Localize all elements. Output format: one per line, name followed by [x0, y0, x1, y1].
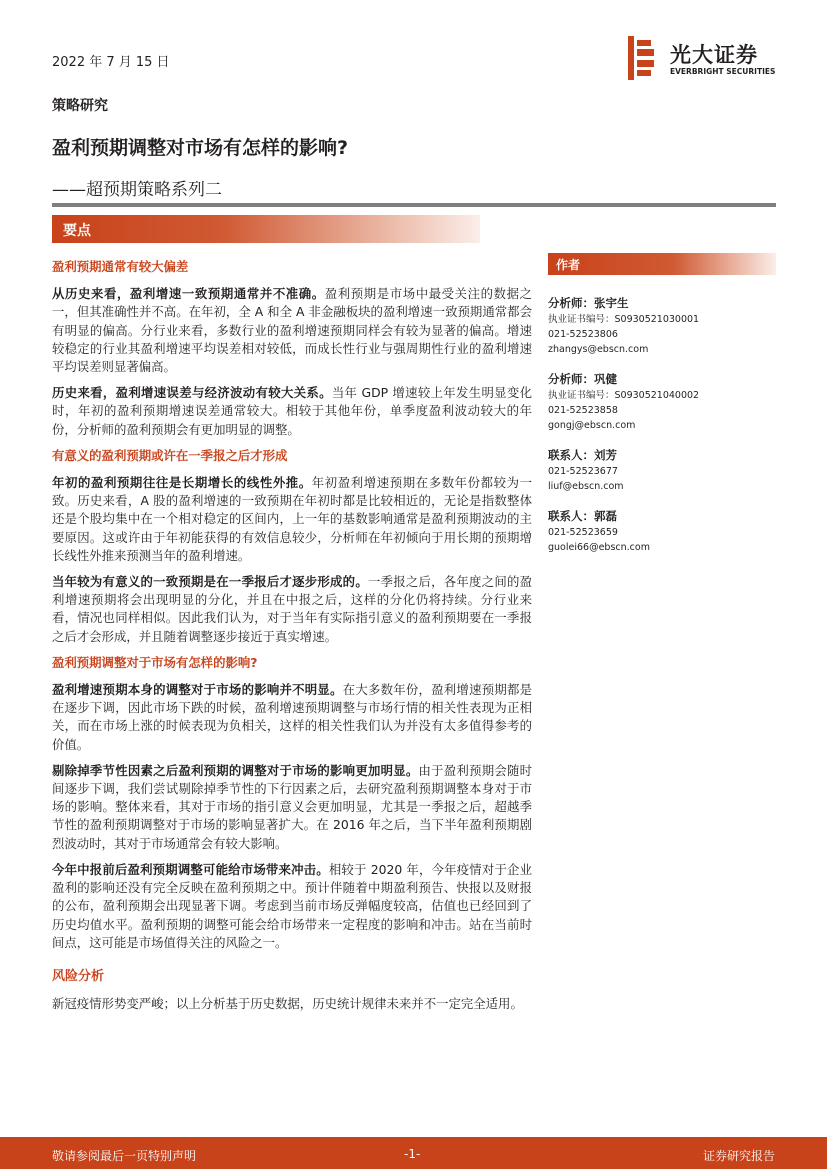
paragraph: 盈利增速预期本身的调整对于市场的影响并不明显。在大多数年份，盈利增速预期都是在逐步下调，因此市场下跌的时候，盈利增速预期调整与市场行情的相关性表现为正相关，而在市场上涨的时候表现为负相关，这样的相关性我们认为并没有太多值得参考的价值。: [52, 682, 533, 752]
author-header-label: 作者: [556, 258, 581, 272]
contact-email[interactable]: liuf@ebscn.com: [548, 481, 624, 492]
logo-text-en: EVERBRIGHT SECURITIES: [670, 67, 776, 76]
risk-section: [52, 968, 532, 1013]
author-sidebar: [548, 253, 776, 555]
report-subtitle: ——超预期策略系列二: [52, 180, 222, 200]
contact-name: 联系人：郭磊: [548, 509, 617, 523]
page-footer: [0, 1137, 827, 1169]
analyst-name: 分析师：张宇生: [548, 296, 629, 310]
analyst-phone: 021-52523858: [548, 405, 618, 416]
contact-name: 联系人：刘芳: [548, 448, 617, 462]
author-header: [548, 253, 776, 275]
report-date: 2022 年 7 月 15 日: [52, 55, 170, 70]
paragraph: 剔除掉季节性因素之后盈利预期的调整对于市场的影响更加明显。由于盈利预期会随时间逐步下调，我们尝试剔除掉季节性的下行因素之后，去研究盈利预期调整本身对于市场的影响。整体来看，其对于市场的指引意义会更加明显，尤其是一季报之后，超越季节性的盈利预期调整对于市场的影响显著扩大。在 2016 年之后，当下半年盈利预期剧烈波动时，其对于市场通常会有较大影响。: [52, 762, 533, 851]
contact-card: [548, 508, 776, 555]
section-3: [52, 654, 532, 952]
paragraph: 当年较为有意义的一致预期是在一季报后才逐步形成的。一季报之后，各年度之间的盈利增速预期将会出现明显的分化，并且在中报之后，这样的分化仍将持续。分行业来看，情况也同样相似。因此我们认为，对于当年有实际指引意义的盈利预期要在一季报之后才会形成，并且随着调整逐步接近于真实增速。: [52, 574, 533, 644]
key-points-label: 要点: [63, 223, 91, 239]
contact-phone: 021-52523659: [548, 527, 618, 538]
analyst-phone: 021-52523806: [548, 329, 618, 340]
page-number: -1-: [404, 1147, 421, 1161]
key-points-header: [52, 215, 480, 243]
analyst-card: [548, 295, 776, 357]
risk-text: 新冠疫情形势变严峻；以上分析基于历史数据，历史统计规律未来并不一定完全适用。: [52, 996, 523, 1012]
company-logo: [628, 36, 778, 82]
analyst-name: 分析师：巩健: [548, 372, 617, 386]
main-content: [52, 258, 532, 1021]
report-type: 证券研究报告: [702, 1149, 775, 1163]
paragraph: 年初的盈利预期往往是长期增长的线性外推。年初盈利增速预期在多数年份都较为一致。历史来看，A 股的盈利增速的一致预期在年初时都是比较相近的，无论是指数整体还是个股均集中在一个相对稳定的区间内，上一年的基数影响通常是盈利预期波动的主要原因。这或许由于年初能获得的有效信息较少，分析师在年初倾向于用长期的预期增长线性外推来预测当年的盈利增速。: [52, 475, 533, 563]
title-divider: [52, 203, 776, 207]
contact-email[interactable]: guolei66@ebscn.com: [548, 542, 650, 553]
section-2: [52, 447, 532, 646]
paragraph: 从历史来看，盈利增速一致预期通常并不准确。盈利预期是市场中最受关注的数据之一，但其准确性并不高。在年初，全 A 和全 A 非金融板块的盈利增速一致预期通常都会有明显的偏高。分行业来看，多数行业的盈利增速预期同样会有较为显著的偏高。增速较稳定的行业其盈利增速平均误差相对较低，而成长性行业与强周期性行业的盈利增速平均误差则显著偏高。: [52, 286, 533, 375]
analyst-email[interactable]: zhangys@ebscn.com: [548, 344, 649, 355]
paragraph: 今年中报前后盈利预期调整可能给市场带来冲击。相较于 2020 年，今年疫情对于企业盈利的影响还没有完全反映在盈利预期之中。预计伴随着中期盈利预告、快报以及财报的公布，盈利预期会出现显著下调。考虑到当前市场反弹幅度较高，估值也已经回到了历史均值水平。盈利预期的调整可能会给市场带来一定程度的影响和冲击。站在当前时间点，这可能是市场值得关注的风险之一。: [52, 861, 533, 950]
contact-card: [548, 447, 776, 494]
paragraph: 历史来看，盈利增速误差与经济波动有较大关系。当年 GDP 增速较上年发生明显变化时，年初的盈利预期增速误差通常较大。相较于其他年份，单季度盈利波动较大的年份，分析师的盈利预期会有更加明显的调整。: [52, 385, 532, 437]
analyst-license: 执业证书编号：S0930521040002: [548, 390, 700, 401]
risk-heading: 风险分析: [52, 968, 105, 984]
analyst-license: 执业证书编号：S0930521030001: [548, 314, 700, 325]
contact-phone: 021-52523677: [548, 466, 618, 477]
section-1: [52, 258, 532, 439]
analyst-email[interactable]: gongj@ebscn.com: [548, 420, 636, 431]
disclaimer-link[interactable]: 敬请参阅最后一页特别声明: [52, 1149, 197, 1163]
analyst-card: [548, 371, 776, 433]
everbright-logo-icon: [628, 36, 656, 80]
report-category: 策略研究: [52, 98, 108, 114]
section-heading: 盈利预期通常有较大偏差: [52, 259, 189, 274]
section-heading: 有意义的盈利预期或许在一季报之后才形成: [52, 447, 288, 463]
logo-text-cn: 光大证券: [670, 43, 758, 67]
report-title: 盈利预期调整对市场有怎样的影响?: [52, 137, 349, 159]
section-heading: 盈利预期调整对于市场有怎样的影响?: [52, 654, 258, 670]
